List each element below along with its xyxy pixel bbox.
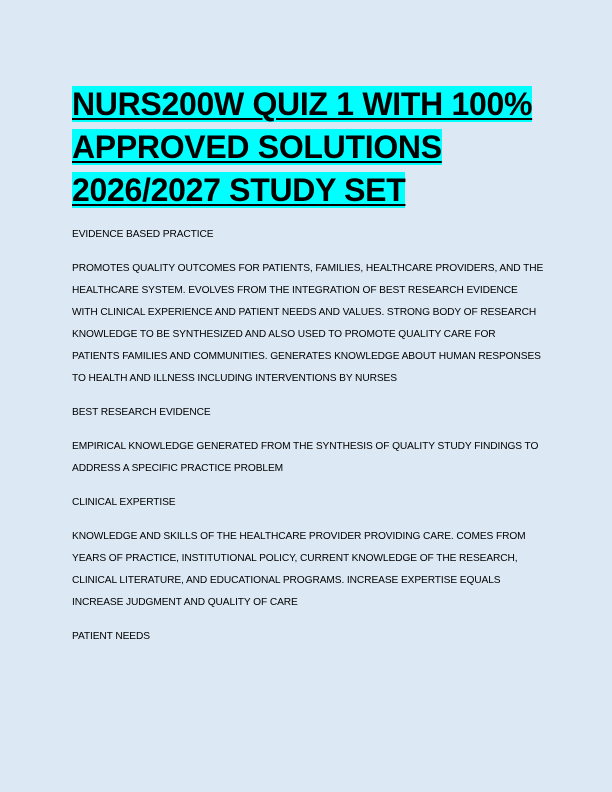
term-best-research-evidence: BEST RESEARCH EVIDENCE xyxy=(72,407,211,418)
term-patient-needs: PATIENT NEEDS xyxy=(72,631,150,642)
term-evidence-based-practice: EVIDENCE BASED PRACTICE xyxy=(72,229,214,240)
definition-best-research-evidence: EMPIRICAL KNOWLEDGE GENERATED FROM THE SYNTHESIS OF QUALITY STUDY FINDINGS TO ADDRESS A SPECIFIC PRACTICE PROBLEM xyxy=(72,441,539,474)
title-highlight: NURS200W QUIZ 1 WITH 100% APPROVED SOLUTIONS 2026/2027 STUDY SET xyxy=(72,86,533,208)
term-clinical-expertise: CLINICAL EXPERTISE xyxy=(72,497,176,508)
definition-evidence-based-practice: PROMOTES QUALITY OUTCOMES FOR PATIENTS, FAMILIES, HEALTHCARE PROVIDERS, AND THE HEALTHCARE SYSTEM. EVOLVES FROM THE INTEGRATION OF BEST RESEARCH EVIDENCE WITH CLINICAL EXPERIENCE AND PATIENT NEEDS AND VALUES. STRONG BODY OF RESEARCH KNOWLEDGE TO BE SYNTHESIZED AND ALSO USED TO PROMOTE QUALITY CARE FOR PATIENTS FAMILIES AND COMMUNITIES. GENERATES KNOWLEDGE ABOUT HUMAN RESPONSES TO HEALTH AND ILLNESS INCLUDING INTERVENTIONS BY NURSES xyxy=(72,263,544,384)
document-title xyxy=(72,83,544,212)
definition-clinical-expertise: KNOWLEDGE AND SKILLS OF THE HEALTHCARE PROVIDER PROVIDING CARE. COMES FROM YEARS OF PRACTICE, INSTITUTIONAL POLICY, CURRENT KNOWLEDGE OF THE RESEARCH, CLINICAL LITERATURE, AND EDUCATIONAL PROGRAMS. INCREASE EXPERTISE EQUALS INCREASE JUDGMENT AND QUALITY OF CARE xyxy=(72,531,526,608)
